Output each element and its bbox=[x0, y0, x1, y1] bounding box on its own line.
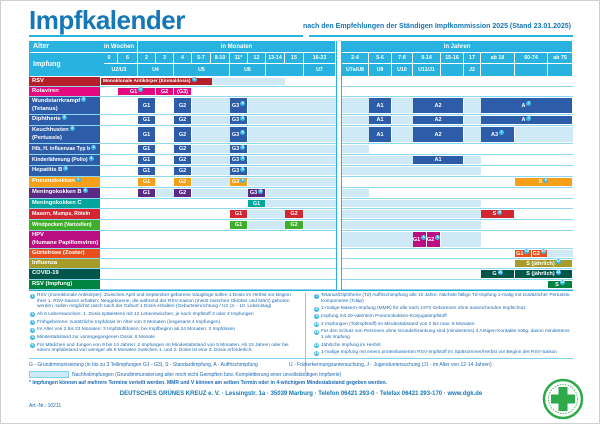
nachhol-swatch bbox=[29, 371, 69, 378]
row-label-meningokokken-c bbox=[29, 199, 100, 208]
footnotes-left-column bbox=[29, 293, 301, 356]
footnote-marker-3: 3 bbox=[63, 115, 66, 120]
footnote-marker-4: 4 bbox=[84, 188, 87, 193]
catchup-pertussis bbox=[248, 127, 336, 142]
age-col-5-7: 5-7 bbox=[192, 53, 210, 63]
cell-diphtherie-A1: A1 bbox=[369, 116, 391, 124]
row-label-line: Meningokokken C bbox=[32, 199, 82, 206]
row-label-diphtherie bbox=[29, 115, 100, 125]
row-label-line: Hib, H. influenzae Typ b 3 bbox=[32, 144, 95, 152]
footnote-marker-6: 6 bbox=[31, 343, 34, 348]
u-cell-empty bbox=[481, 64, 514, 76]
footnote-marker-1: 1 bbox=[192, 77, 196, 81]
footnote-marker-11: 11 bbox=[314, 329, 319, 334]
age-col-8-10: 8-10 bbox=[211, 53, 229, 63]
row-label-pneumokokken bbox=[29, 177, 100, 187]
legend-rule bbox=[29, 358, 573, 359]
row-label-line: Wundstarrkrampf 3 bbox=[32, 97, 85, 105]
age-col-2-4: 2-4 bbox=[342, 53, 368, 63]
row-label-line: (Pertussis) bbox=[32, 134, 62, 141]
row-label-line: Masern, Mumps, Röteln bbox=[32, 210, 91, 217]
footnote-marker-3: 3 bbox=[64, 166, 67, 171]
cell-masern-mumps-roeteln-G2: G2 bbox=[285, 210, 303, 218]
footnote-marker-5: 5 bbox=[241, 166, 244, 171]
cell-pertussis-G2: G2 bbox=[174, 127, 191, 142]
cell-diphtherie-G3: G3 5 bbox=[230, 116, 247, 124]
catchup-pertussis bbox=[392, 127, 413, 142]
cell-diphtherie-A: A 7 bbox=[481, 116, 572, 124]
cell-hib-G2: G2 bbox=[174, 145, 191, 153]
age-col-12: 12 bbox=[248, 53, 265, 63]
row-label-rotaviren bbox=[29, 87, 100, 96]
age-col-6: 6 bbox=[118, 53, 137, 63]
cell-rsv-antikoerper-MonoklonaleAntikrperEinmaldosis: Monoklonale Antikörper (Einmaldosis) 1 bbox=[101, 78, 212, 85]
row-label-rsv-antikoerper bbox=[29, 77, 100, 86]
footnote-marker-5: 5 bbox=[241, 177, 244, 182]
row-label-line: Gürtelrose (Zoster) bbox=[32, 249, 85, 256]
footnote-marker-1: 1 bbox=[31, 293, 34, 298]
u-cell-U2/U3: U2/U3 bbox=[101, 64, 137, 76]
footnote-marker-12: 12 bbox=[314, 343, 319, 348]
catchup-meningokokken-b bbox=[266, 189, 336, 197]
footnote-text: 1-malige Masern-Impfung (MMR) für alle nach 1970 Geborenen ohne ausreichenden Impfschutz bbox=[321, 306, 526, 312]
footnote-marker-5: 5 bbox=[241, 115, 244, 120]
cell-hepatitis-b-G3: G3 5 bbox=[230, 167, 247, 175]
cell-rotaviren-G3: (G3) bbox=[174, 88, 191, 95]
cell-pertussis-A3: A3 7 bbox=[481, 127, 514, 142]
footnote-marker-8: 8 bbox=[498, 209, 501, 214]
row-rsv-impfung bbox=[29, 280, 573, 290]
catchup-pertussis bbox=[515, 127, 573, 142]
row-label-guertelrose bbox=[29, 249, 100, 258]
footnote-marker-2: 2 bbox=[31, 312, 34, 317]
cell-hib-G3: G3 5 bbox=[230, 145, 247, 153]
u-cell-empty bbox=[548, 64, 572, 76]
catchup-windpocken bbox=[248, 221, 285, 229]
row-label-pertussis bbox=[29, 126, 100, 143]
footnote-13 bbox=[313, 350, 573, 356]
footnote-9 bbox=[313, 314, 573, 320]
catchup-diphtherie bbox=[464, 116, 481, 124]
age-col-9-14: 9-14 bbox=[413, 53, 440, 63]
catchup-polio bbox=[464, 156, 481, 164]
footnote-marker-7: 7 bbox=[527, 101, 531, 105]
row-label-line: HPV bbox=[32, 232, 44, 239]
row-label-line: Meningokokken B 4 bbox=[32, 188, 87, 196]
u-cell-U5: U5 bbox=[174, 64, 229, 76]
age-col-5-6: 5-6 bbox=[369, 53, 391, 63]
footnote-text: Im Alter von 2 bis 23 Monaten: 3 Impfstoffdosen; bei Impfbeginn ab 24 Monaten: 2 Impfdosen bbox=[37, 327, 236, 333]
row-label-line: Influenza bbox=[32, 259, 58, 266]
catchup-meningokokken-b bbox=[156, 189, 174, 197]
footnote-text: Impfung mit 20-valentem Pneumokokken-Konjugatimpfstoff bbox=[321, 313, 447, 319]
catchup-pneumokokken bbox=[248, 178, 336, 186]
cell-meningokokken-b-G1: G1 bbox=[138, 189, 155, 197]
age-col-ab 75: ab 75 bbox=[548, 53, 572, 63]
footnote-marker-10: 10 bbox=[524, 249, 530, 253]
footnote-marker-10: 10 bbox=[314, 322, 319, 327]
catchup-masern-mumps-roeteln bbox=[248, 210, 285, 218]
footnote-marker-5: 5 bbox=[31, 335, 34, 340]
catchup-meningokokken-c bbox=[266, 200, 336, 207]
footnote-marker-11: 11 bbox=[498, 269, 503, 274]
cell-polio-G1: G1 bbox=[138, 156, 155, 164]
catchup-tetanus bbox=[464, 98, 481, 113]
age-col-2: 2 bbox=[138, 53, 155, 63]
footnote-marker-3: 3 bbox=[82, 97, 85, 102]
footnote-marker-4: 4 bbox=[31, 327, 34, 332]
footnote-marker-3: 3 bbox=[71, 126, 74, 131]
cell-masern-mumps-roeteln-S: S 8 bbox=[481, 210, 514, 218]
cell-windpocken-G2: G2 bbox=[285, 221, 303, 229]
cell-tetanus-G2: G2 bbox=[174, 98, 191, 113]
footnote-6 bbox=[29, 343, 301, 354]
age-col-0: 0 bbox=[101, 53, 117, 63]
age-col-4: 4 bbox=[174, 53, 191, 63]
catchup-rsv-antikoerper bbox=[211, 78, 285, 85]
row-label-hib bbox=[29, 144, 100, 154]
age-col-13-14: 13-14 bbox=[266, 53, 284, 63]
u-cell-U4: U4 bbox=[138, 64, 173, 76]
age-header: Alter bbox=[29, 41, 104, 52]
catchup-hpv bbox=[342, 232, 413, 247]
footnote-marker-10: 10 bbox=[541, 249, 546, 253]
row-label-line: Kinderlähmung (Polio) 3 bbox=[32, 155, 93, 163]
cell-pneumokokken-G2: G2 bbox=[174, 178, 191, 186]
footnote-marker-3: 3 bbox=[92, 144, 95, 149]
cell-rotaviren-G2: G2 bbox=[156, 88, 173, 95]
cell-meningokokken-c-G1: G1 bbox=[248, 200, 265, 207]
section-header-in-Jahren: in Jahren bbox=[342, 41, 572, 52]
cell-pneumokokken-G3: G3 5 bbox=[230, 178, 247, 186]
cell-pneumokokken-S: S 9 bbox=[515, 178, 572, 186]
row-label-rsv-impfung bbox=[29, 280, 100, 289]
cell-pertussis-G3: G3 5 bbox=[230, 127, 247, 142]
catchup-hib bbox=[248, 145, 336, 153]
catchup-pertussis bbox=[192, 127, 230, 142]
footnotes-divider bbox=[305, 293, 306, 373]
age-col-15: 15 bbox=[285, 53, 303, 63]
footnote-marker-9: 9 bbox=[315, 314, 318, 319]
footnote-5 bbox=[29, 335, 301, 341]
cell-influenza-Sjhrlich: S (jährlich) 12 bbox=[515, 260, 572, 267]
footnote-marker-3: 3 bbox=[77, 177, 80, 182]
footnote-marker-7: 7 bbox=[315, 293, 318, 298]
u-cell-empty bbox=[441, 64, 463, 76]
vaccine-header: Impfung bbox=[29, 53, 104, 76]
section-gap bbox=[336, 41, 342, 290]
footnote-marker-5: 5 bbox=[241, 144, 244, 149]
footnote-marker-5: 5 bbox=[241, 101, 244, 105]
footnote-12 bbox=[313, 343, 573, 349]
legend-nachhol: Nachholimpfungen (Grundimmunisierung aller noch nicht Geimpften bzw. Komplettierung einer unvollständigen Impfserie) bbox=[72, 371, 342, 378]
footnote-marker-12: 12 bbox=[556, 259, 561, 263]
section-header-in-Wochen: in Wochen bbox=[101, 41, 137, 52]
section-header-in-Monaten: in Monaten bbox=[138, 41, 335, 52]
cell-hib-G1: G1 bbox=[138, 145, 155, 153]
row-label-line: Hepatitis B 3 bbox=[32, 166, 67, 174]
header-rule-right bbox=[309, 35, 573, 37]
u-cell-J2: J2 bbox=[464, 64, 480, 76]
age-col-11*: 11* bbox=[230, 53, 247, 63]
catchup-guertelrose bbox=[548, 250, 573, 257]
page-subtitle: nach den Empfehlungen der Ständigen Impfkommission 2025 (Stand 23.01.2025) bbox=[302, 23, 571, 30]
footnote-text: Für den Schutz von Personen ohne Grunderkrankung sind (mindestens) 3 Antigen-Kontakte nötig, davon mindestens 1 als Impfung bbox=[321, 329, 570, 340]
catchup-diphtherie bbox=[248, 116, 336, 124]
age-col-3: 3 bbox=[156, 53, 173, 63]
row-guertelrose bbox=[29, 249, 573, 259]
footnote-marker-12: 12 bbox=[556, 269, 561, 274]
footnote-4 bbox=[29, 327, 301, 333]
u-cell-U7a/U8: U7a/U8 bbox=[342, 64, 368, 76]
row-influenza bbox=[29, 259, 573, 269]
row-label-line: RSV (Impfung) bbox=[32, 280, 73, 287]
footnotes-right-column bbox=[313, 293, 573, 358]
footnote-text: Für Mädchen und Jungen von 9 bis 14 Jahren: 2 Impfungen im Mindestabstand von 5 Monaten. Ab 15 Jahren oder bei einem Impfabstand von weniger als 5 Monaten zwischen 1. und 2. Dosis ist eine 3. Dosis erforderlich. bbox=[37, 342, 289, 354]
row-label-tetanus bbox=[29, 97, 100, 114]
row-label-line: Diphtherie 3 bbox=[32, 115, 66, 123]
catchup-hepatitis-b bbox=[248, 167, 336, 175]
cell-meningokokken-b-G3: G3 5 bbox=[248, 189, 265, 197]
footnote-10 bbox=[313, 322, 573, 328]
row-label-line: RSV bbox=[32, 77, 44, 84]
asterisk-note: * Impfungen können auf mehrere Termine verteilt werden. MMR und V können am selben Termin oder in 4-wöchigem Mindestabstand gegeben werden. bbox=[29, 380, 387, 386]
legend-gsa: G - Grundimmunisierung (in bis zu 3 Teilimpfungen G1 - G3), S - Standardimpfung, A - Auffrischimpfung bbox=[29, 362, 258, 368]
dgk-logo bbox=[542, 378, 584, 424]
footnote-2 bbox=[29, 312, 301, 318]
table-bottom-edge bbox=[29, 290, 573, 291]
cell-tetanus-G1: G1 bbox=[138, 98, 155, 113]
article-number: Art.-Nr.: 10211 bbox=[29, 403, 62, 409]
cell-tetanus-G3: G3 5 bbox=[230, 98, 247, 113]
u-cell-U7: U7 bbox=[304, 64, 335, 76]
cell-polio-G2: G2 bbox=[174, 156, 191, 164]
row-label-hpv bbox=[29, 231, 100, 248]
footnote-text: Frühgeborene: zusätzliche Impfdosis im Alter von 3 Monaten (insgesamt 4 Impfungen) bbox=[37, 319, 221, 325]
cell-guertelrose-G1: G1 10 bbox=[516, 249, 530, 257]
catchup-windpocken bbox=[304, 221, 336, 229]
footnote-text: 1-malige Impfung mit einem proteinbasierten RSV-Impfstoff im Spätsommer/Herbst vor Beginn der RSV-Saison bbox=[321, 350, 557, 356]
footnote-marker-8: 8 bbox=[315, 306, 318, 311]
green-cross-icon bbox=[542, 378, 584, 420]
catchup-tetanus bbox=[392, 98, 413, 113]
footnote-text: Jährliche Impfung im Herbst bbox=[321, 342, 381, 348]
cell-masern-mumps-roeteln-G1: G1 bbox=[230, 210, 247, 218]
row-label-line: Windpocken (Varizellen) bbox=[32, 221, 92, 228]
cell-meningokokken-b-G2: G2 bbox=[174, 189, 191, 197]
cell-tetanus-A2: A2 bbox=[413, 98, 463, 113]
footnote-marker-13: 13 bbox=[314, 350, 319, 355]
catchup-tetanus bbox=[248, 98, 336, 113]
row-label-line: Pneumokokken 3 bbox=[32, 177, 80, 185]
footnote-marker-9: 9 bbox=[544, 177, 547, 182]
vaccination-schedule-table bbox=[29, 41, 573, 290]
catchup-diphtherie bbox=[342, 116, 369, 124]
row-label-influenza bbox=[29, 259, 100, 268]
age-col-ab 18: ab 18 bbox=[481, 53, 514, 63]
footnote-7 bbox=[313, 293, 573, 304]
cell-hpv-G1: G1 6 bbox=[413, 232, 426, 247]
cell-pertussis-A2: A2 bbox=[413, 127, 463, 142]
row-label-covid-19 bbox=[29, 269, 100, 279]
row-label-masern-mumps-roeteln bbox=[29, 209, 100, 219]
footnote-marker-6: 6 bbox=[422, 235, 425, 239]
cell-pertussis-A1: A1 bbox=[369, 127, 391, 142]
catchup-diphtherie bbox=[192, 116, 230, 124]
catchup-hepatitis-b bbox=[342, 167, 481, 175]
cell-pertussis-G1: G1 bbox=[138, 127, 155, 142]
catchup-hpv bbox=[441, 232, 481, 247]
footnote-marker-3: 3 bbox=[31, 320, 34, 325]
catchup-masern-mumps-roeteln bbox=[304, 210, 336, 218]
cell-covid-19-Sjhrlich: S (jährlich) 12 bbox=[515, 270, 572, 278]
footnote-text: Mindestabstand zur vorangegangenen Dosis: 6 Monate bbox=[37, 334, 155, 340]
footnote-marker-7: 7 bbox=[500, 130, 503, 134]
row-label-line: (Tetanus) bbox=[32, 105, 58, 112]
row-label-line: Rotaviren bbox=[32, 87, 59, 94]
footnote-marker-7: 7 bbox=[527, 115, 531, 120]
catchup-diphtherie bbox=[392, 116, 413, 124]
footnote-marker-5: 5 bbox=[241, 130, 244, 134]
footnote-text: RSV (monoklonale Antikörper): Zwischen April und September geborene Säuglinge sollen 1 Dosis im Herbst vor Beginn ihrer 1. RSV-Saison erhalten; Neugeborene, die während der RSV-Saison (meist zwischen Oktober und März) geboren werden, sollen möglichst rasch nach der Geburt 1 Dosis erhalten (Geburtseinrichtung / U2 (3. - 10. Lebenstag) bbox=[37, 293, 291, 310]
row-label-line: (Humane Papillomviren) bbox=[32, 239, 99, 246]
row-label-polio bbox=[29, 155, 100, 165]
page-title: Impfkalender bbox=[29, 5, 185, 35]
cell-tetanus-A1: A1 bbox=[369, 98, 391, 113]
u-cell-U11/J1: U11/J1 bbox=[413, 64, 440, 76]
row-label-windpocken bbox=[29, 220, 100, 230]
row-label-meningokokken-b bbox=[29, 188, 100, 198]
catchup-pertussis bbox=[464, 127, 481, 142]
cell-hepatitis-b-G1: G1 bbox=[138, 167, 155, 175]
catchup-pertussis bbox=[342, 127, 369, 142]
catchup-windpocken bbox=[342, 221, 481, 229]
row-label-hepatitis-b bbox=[29, 166, 100, 176]
age-col-15-16: 15-16 bbox=[441, 53, 463, 63]
cell-polio-A1: A1 bbox=[413, 156, 463, 164]
cell-diphtherie-A2: A2 bbox=[413, 116, 463, 124]
header-rule-left bbox=[29, 35, 303, 37]
catchup-hib bbox=[342, 145, 369, 153]
row-label-line: COVID-19 bbox=[32, 270, 59, 277]
footnote-marker-5: 5 bbox=[241, 155, 244, 160]
publisher-address: DEUTSCHES GRÜNES KREUZ e. V. · Lessingstr. 1a · 35039 Marburg · Telefon 06421 293-0 · Telefax 06421 293-170 · www.dgk.de bbox=[119, 391, 483, 397]
catchup-hepatitis-b bbox=[192, 167, 230, 175]
footnote-11 bbox=[313, 329, 573, 340]
u-cell-U10: U10 bbox=[392, 64, 412, 76]
cell-rotaviren-G1: G1 2 bbox=[118, 88, 155, 95]
cell-guertelrose-G2: G2 10 bbox=[532, 249, 546, 257]
cell-hepatitis-b-G2: G2 bbox=[174, 167, 191, 175]
cell-pneumokokken-G1: G1 bbox=[138, 178, 155, 186]
cell-tetanus-A: A 7 bbox=[481, 98, 572, 113]
catchup-pneumokokken bbox=[192, 178, 230, 186]
footnote-marker-3: 3 bbox=[90, 155, 93, 160]
catchup-tetanus bbox=[192, 98, 230, 113]
cell-diphtherie-G2: G2 bbox=[174, 116, 191, 124]
age-col-16-23: 16-23 bbox=[304, 53, 335, 63]
footnote-marker-6: 6 bbox=[436, 235, 439, 239]
catchup-meningokokken-b bbox=[342, 189, 369, 197]
cell-windpocken-G1: G1 bbox=[230, 221, 247, 229]
catchup-polio bbox=[192, 156, 230, 164]
cell-diphtherie-G1: G1 bbox=[138, 116, 155, 124]
cell-covid-19-G: G 11 bbox=[481, 270, 514, 278]
age-col-7-8: 7-8 bbox=[392, 53, 412, 63]
legend-nachhol-row bbox=[29, 371, 341, 378]
catchup-meningokokken-b bbox=[192, 189, 248, 197]
catchup-tetanus bbox=[342, 98, 369, 113]
u-cell-U6: U6 bbox=[230, 64, 265, 76]
footnote-1 bbox=[29, 293, 301, 310]
u-cell-empty bbox=[266, 64, 303, 76]
u-cell-empty bbox=[515, 64, 547, 76]
legend-uj: U - Früherkennungsuntersuchung, J - Jugenduntersuchung (J1 - im Alter von 12-14 Jahren) bbox=[289, 362, 492, 368]
catchup-masern-mumps-roeteln bbox=[342, 210, 481, 218]
footnote-marker-2: 2 bbox=[139, 87, 142, 91]
footnote-3 bbox=[29, 320, 301, 326]
footnote-text: Tetanus/Diphtherie (Td) Auffrischimpfung alle 10 Jahre. Nächste fällige Td-Impfung 1-malig mit zusätzlicher Pertussis-Komponente (Tdap) bbox=[321, 293, 571, 304]
catchup-polio bbox=[248, 156, 336, 164]
footnote-marker-13: 13 bbox=[560, 280, 565, 284]
footnote-8 bbox=[313, 306, 573, 312]
catchup-hib bbox=[192, 145, 230, 153]
catchup-polio bbox=[342, 156, 413, 164]
catchup-meningokokken-c bbox=[342, 200, 481, 207]
row-hpv bbox=[29, 231, 573, 249]
row-rotaviren bbox=[29, 87, 573, 97]
u-cell-U9: U9 bbox=[369, 64, 391, 76]
cell-polio-G3: G3 5 bbox=[230, 156, 247, 164]
age-col-60-74: 60-74 bbox=[515, 53, 547, 63]
cell-hpv-G2: G2 6 bbox=[427, 232, 440, 247]
footnote-marker-5: 5 bbox=[259, 188, 262, 193]
footnote-text: Ab 6 Lebenswochen; 1. Dosis spätestens mit 12 Lebenswochen, je nach Impfstoff 2 oder 3 Impfungen bbox=[37, 311, 254, 317]
cell-rsv-impfung-S: S 13 bbox=[548, 281, 572, 288]
footnote-text: 2 Impfungen (Totimpfstoff) im Mindestabstand von 2 bis max. 6 Monaten bbox=[321, 321, 475, 327]
row-label-line: Keuchhusten 3 bbox=[32, 126, 74, 134]
age-col-17: 17 bbox=[464, 53, 480, 63]
